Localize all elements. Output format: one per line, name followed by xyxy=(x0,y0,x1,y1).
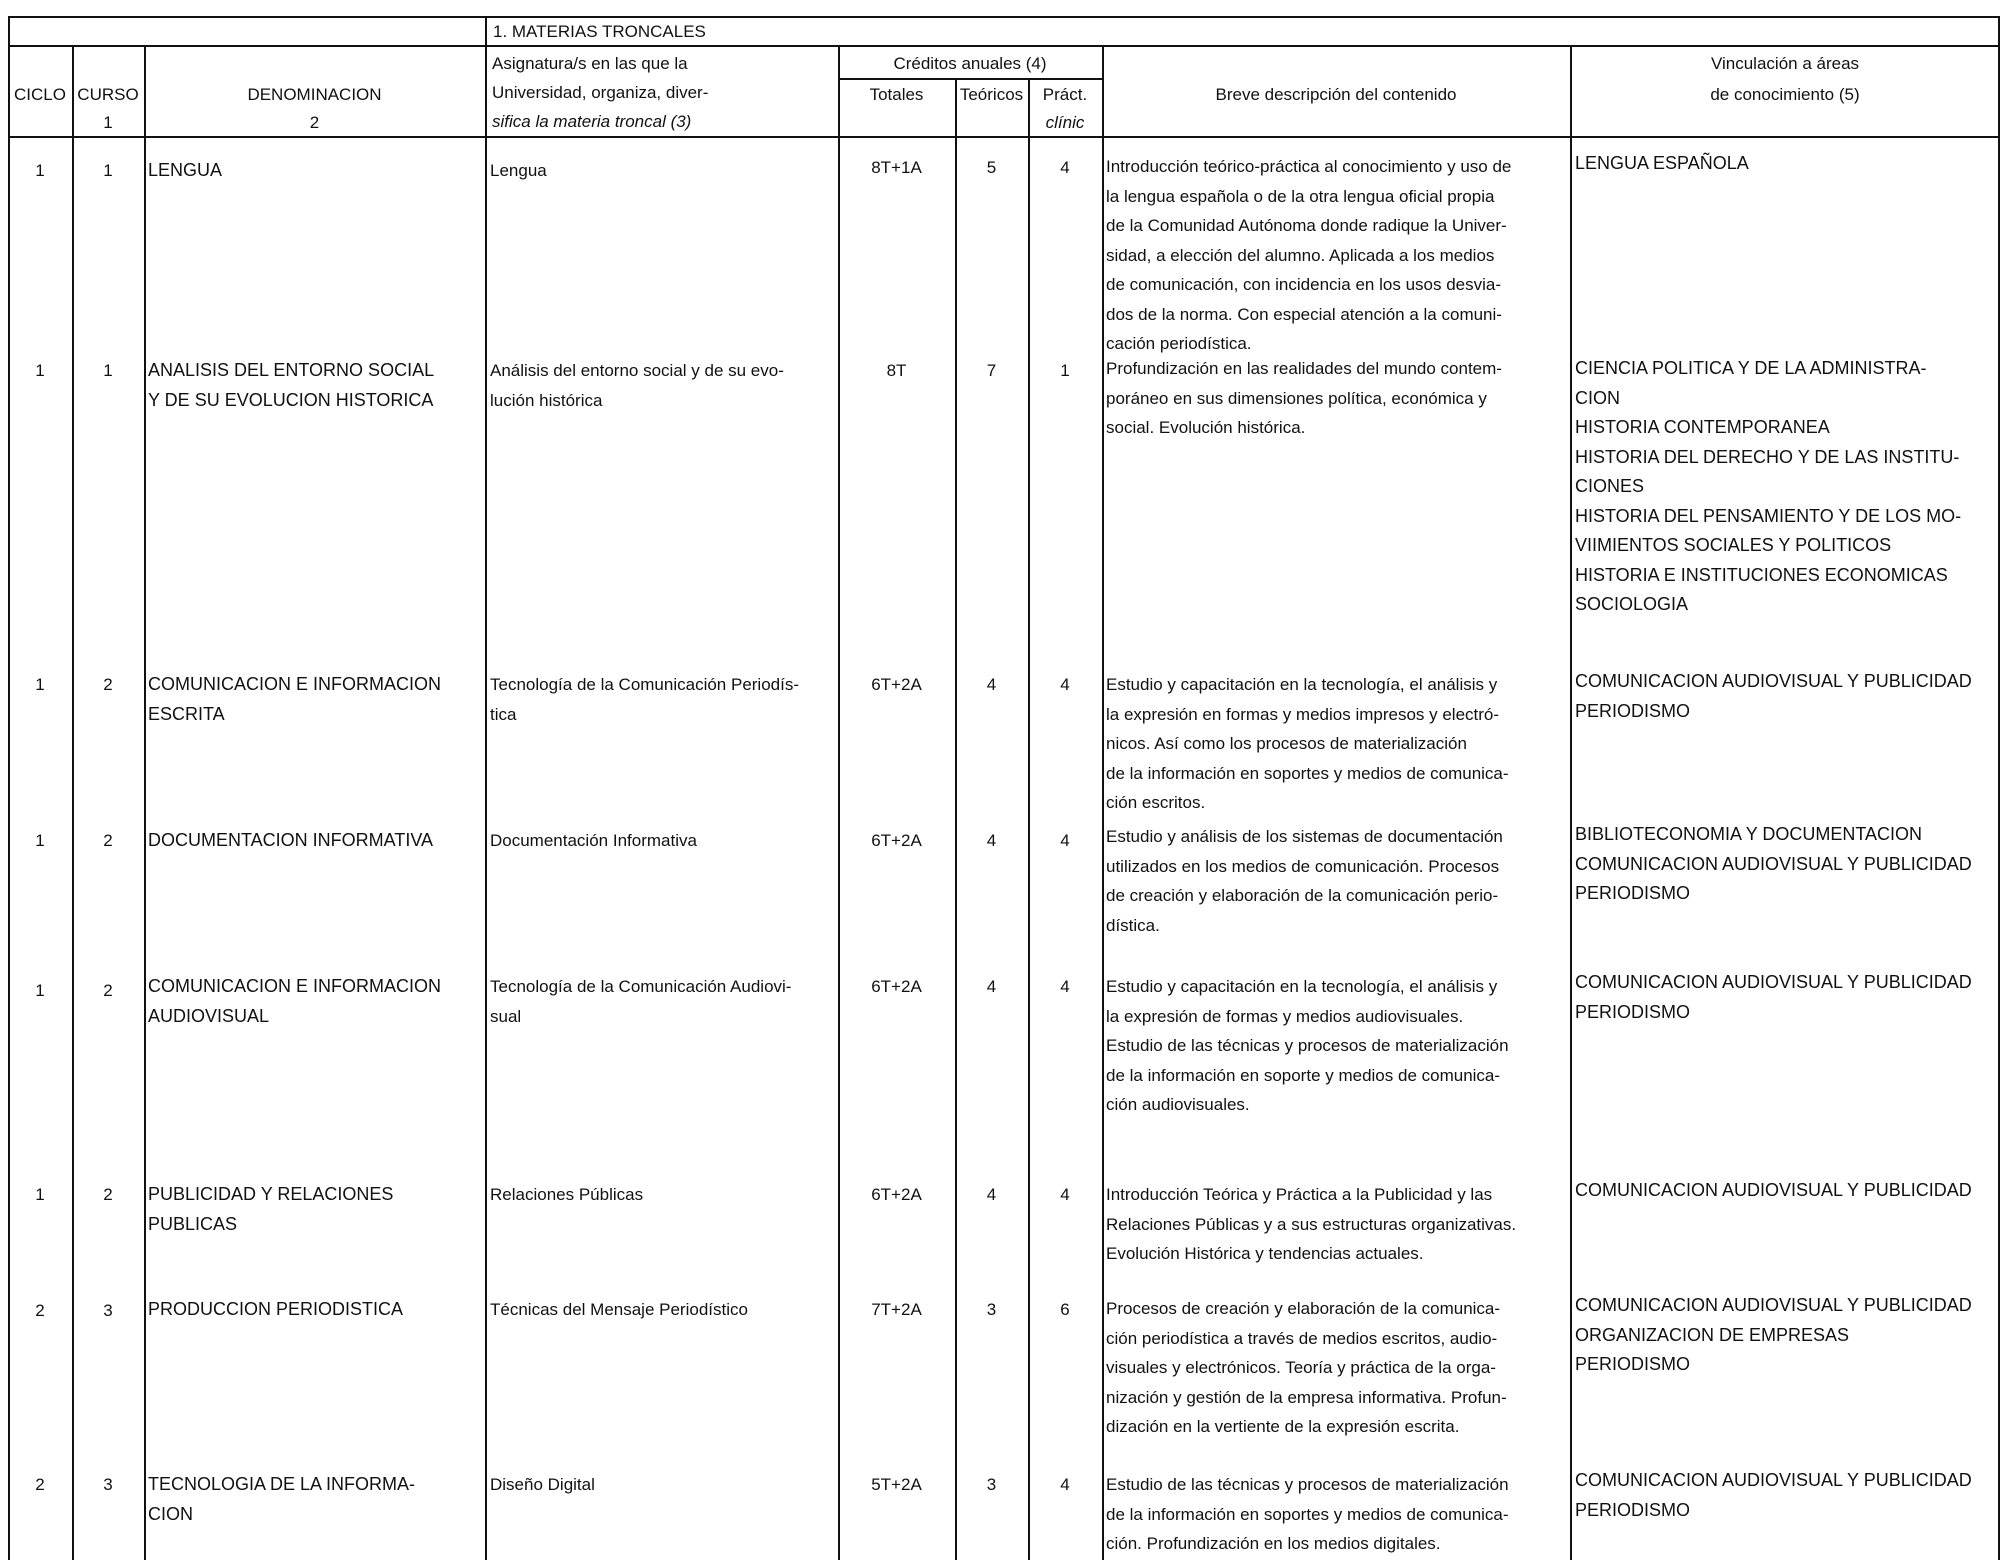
row3-curso: 2 xyxy=(103,675,113,694)
row6-curso: 2 xyxy=(103,1185,113,1204)
row4-practicos: 4 xyxy=(1060,831,1070,850)
row3-descripcion: Estudio y capacitación en la tecnología, el análisis y la expresión en formas y medios impresos y electró- nicos. Así como los procesos de materialización de la información en soportes y medios de comunica- ción escritos. xyxy=(1106,675,1509,812)
col-divider-descripcion xyxy=(1102,46,1104,1560)
row6-practicos: 4 xyxy=(1060,1185,1070,1204)
row1-practicos: 4 xyxy=(1060,158,1070,177)
row5-asignatura: Tecnología de la Comunicación Audiovi- sual xyxy=(490,977,792,1026)
row6-totales: 6T+2A xyxy=(871,1185,922,1204)
row2-practicos: 1 xyxy=(1060,361,1070,380)
header-curso-num: 1 xyxy=(103,113,113,132)
row5-descripcion: Estudio y capacitación en la tecnología, el análisis y la expresión de formas y medios audiovisuales. Estudio de las técnicas y procesos de materialización de la información en soporte y medios de comunica- ción audiovisuales. xyxy=(1106,977,1509,1114)
row2-curso: 1 xyxy=(103,361,113,380)
col-divider-practicos xyxy=(1028,78,1030,1560)
row8-teoricos: 3 xyxy=(986,1475,997,1494)
header-teoricos: Teóricos xyxy=(959,85,1024,104)
row7-ciclo: 2 xyxy=(35,1301,45,1320)
row5-curso: 2 xyxy=(103,981,113,1000)
row7-asignatura: Técnicas del Mensaje Periodístico xyxy=(490,1300,748,1319)
col-divider-teoricos xyxy=(955,78,957,1560)
row1-descripcion: Introducción teórico-práctica al conocimiento y uso de la lengua española o de la otra lengua oficial propia de la Comunidad Autónoma donde radique la Univer- sidad, a elección del alumno. Aplicada a los medios de comunicación, con incidencia en los usos desvia- dos de la norma. Con especial atención a la comuni- cación periodística. xyxy=(1106,157,1512,353)
col-divider-curso xyxy=(72,46,74,1560)
header-asignatura-line3: sifica la materia troncal (3) xyxy=(492,112,692,131)
col-divider-denominacion xyxy=(144,46,146,1560)
row5-denominacion: COMUNICACION E INFORMACION AUDIOVISUAL xyxy=(148,976,442,1026)
row8-areas: COMUNICACION AUDIOVISUAL Y PUBLICIDAD PERIODISMO xyxy=(1575,1470,1972,1520)
row8-descripcion: Estudio de las técnicas y procesos de materialización de la información en soportes y medios de comunica- ción. Profundización en los medios digitales. xyxy=(1106,1475,1509,1553)
header-descripcion: Breve descripción del contenido xyxy=(1215,85,1457,104)
row3-teoricos: 4 xyxy=(986,675,997,694)
header-practicos-line1: Práct. xyxy=(1042,85,1088,104)
header-creditos: Créditos anuales (4) xyxy=(893,54,1047,73)
row3-areas: COMUNICACION AUDIOVISUAL Y PUBLICIDAD PERIODISMO xyxy=(1575,671,1972,721)
row6-ciclo: 1 xyxy=(35,1185,45,1204)
row4-denominacion: DOCUMENTACION INFORMATIVA xyxy=(148,830,433,850)
row8-asignatura: Diseño Digital xyxy=(490,1475,595,1494)
header-practicos-line2: clínic xyxy=(1045,113,1085,132)
row1-ciclo: 1 xyxy=(35,161,45,180)
row4-descripcion: Estudio y análisis de los sistemas de documentación utilizados en los medios de comunicación. Procesos de creación y elaboración de la comunicación perio- dística. xyxy=(1106,827,1503,935)
row8-curso: 3 xyxy=(103,1475,113,1494)
col-divider-vinculacion xyxy=(1570,46,1572,1560)
header-asignatura-line1: Asignatura/s en las que la xyxy=(492,54,688,73)
row4-totales: 6T+2A xyxy=(871,831,922,850)
row5-practicos: 4 xyxy=(1060,977,1070,996)
row5-areas: COMUNICACION AUDIOVISUAL Y PUBLICIDAD PERIODISMO xyxy=(1575,972,1972,1022)
section-title: 1. MATERIAS TRONCALES xyxy=(493,22,706,41)
row1-asignatura: Lengua xyxy=(490,161,547,180)
row7-areas: COMUNICACION AUDIOVISUAL Y PUBLICIDAD ORGANIZACION DE EMPRESAS PERIODISMO xyxy=(1575,1295,1972,1374)
row7-teoricos: 3 xyxy=(986,1300,997,1319)
row3-totales: 6T+2A xyxy=(871,675,922,694)
row2-areas: CIENCIA POLITICA Y DE LA ADMINISTRA- CION HISTORIA CONTEMPORANEA HISTORIA DEL DERECHO Y DE LAS INSTITU- CIONES HISTORIA DEL PENSAMIENTO Y DE LOS MO- VIIMIENTOS SOCIALES Y POLITICOS HISTORIA E INSTITUCIONES ECONOMICAS SOCIOLOGIA xyxy=(1575,358,1962,614)
row8-denominacion: TECNOLOGIA DE LA INFORMA- CION xyxy=(148,1474,416,1524)
col-divider-asignatura xyxy=(485,46,487,1560)
header-denominacion: DENOMINACION xyxy=(247,85,382,104)
header-asignatura-line2: Universidad, organiza, diver- xyxy=(492,83,709,102)
row1-teoricos: 5 xyxy=(986,158,997,177)
row4-asignatura: Documentación Informativa xyxy=(490,831,697,850)
row6-teoricos: 4 xyxy=(986,1185,997,1204)
header-ciclo: CICLO xyxy=(14,85,66,104)
row2-totales: 8T xyxy=(886,361,907,380)
row2-ciclo: 1 xyxy=(35,361,45,380)
row3-denominacion: COMUNICACION E INFORMACION ESCRITA xyxy=(148,674,442,724)
row6-descripcion: Introducción Teórica y Práctica a la Publicidad y las Relaciones Públicas y a sus estructuras organizativas. Evolución Histórica y tendencias actuales. xyxy=(1106,1185,1517,1263)
row1-totales: 8T+1A xyxy=(871,158,922,177)
row7-descripcion: Procesos de creación y elaboración de la comunica- ción periodística a través de medios escritos, audio- visuales y electrónicos. Teoría y práctica de la orga- nización y gestión de la empresa informativa. Profun- dización en la vertiente de la expresión escrita. xyxy=(1106,1299,1507,1436)
header-curso: CURSO xyxy=(77,85,139,104)
row3-practicos: 4 xyxy=(1060,675,1070,694)
header-totales: Totales xyxy=(869,85,924,104)
row8-practicos: 4 xyxy=(1060,1475,1070,1494)
row6-areas: COMUNICACION AUDIOVISUAL Y PUBLICIDAD xyxy=(1575,1180,1972,1200)
row4-teoricos: 4 xyxy=(986,831,997,850)
row4-areas: BIBLIOTECONOMIA Y DOCUMENTACION COMUNICACION AUDIOVISUAL Y PUBLICIDAD PERIODISMO xyxy=(1575,824,1972,903)
header-vinculacion-line1: Vinculación a áreas xyxy=(1710,54,1860,73)
row4-ciclo: 1 xyxy=(35,831,45,850)
row3-ciclo: 1 xyxy=(35,675,45,694)
row6-asignatura: Relaciones Públicas xyxy=(490,1185,644,1204)
row5-ciclo: 1 xyxy=(35,981,45,1000)
row1-denominacion: LENGUA xyxy=(148,160,223,180)
row7-totales: 7T+2A xyxy=(871,1300,922,1319)
row2-denominacion: ANALISIS DEL ENTORNO SOCIAL Y DE SU EVOLUCION HISTORICA xyxy=(148,360,435,410)
row2-descripcion: Profundización en las realidades del mundo contem- poráneo en sus dimensiones política, económica y social. Evolución histórica. xyxy=(1106,359,1502,437)
row7-practicos: 6 xyxy=(1060,1300,1070,1319)
row8-ciclo: 2 xyxy=(35,1475,45,1494)
header-vinculacion-line2: de conocimiento (5) xyxy=(1710,85,1860,104)
row8-totales: 5T+2A xyxy=(871,1475,922,1494)
row7-curso: 3 xyxy=(103,1301,113,1320)
row2-asignatura: Análisis del entorno social y de su evo- lución histórica xyxy=(490,361,784,410)
col-divider-totales xyxy=(838,46,840,1560)
row2-teoricos: 7 xyxy=(986,361,997,380)
row5-teoricos: 4 xyxy=(986,977,997,996)
row5-totales: 6T+2A xyxy=(871,977,922,996)
header-denominacion-num: 2 xyxy=(309,113,320,132)
row3-asignatura: Tecnología de la Comunicación Periodís- tica xyxy=(490,675,800,724)
title-divider xyxy=(485,16,487,46)
row4-curso: 2 xyxy=(103,831,113,850)
row1-areas: LENGUA ESPAÑOLA xyxy=(1575,153,1749,173)
row1-curso: 1 xyxy=(103,161,113,180)
rule-under-title xyxy=(8,45,2000,47)
row7-denominacion: PRODUCCION PERIODISTICA xyxy=(148,1299,404,1319)
row6-denominacion: PUBLICIDAD Y RELACIONES PUBLICAS xyxy=(148,1184,394,1234)
